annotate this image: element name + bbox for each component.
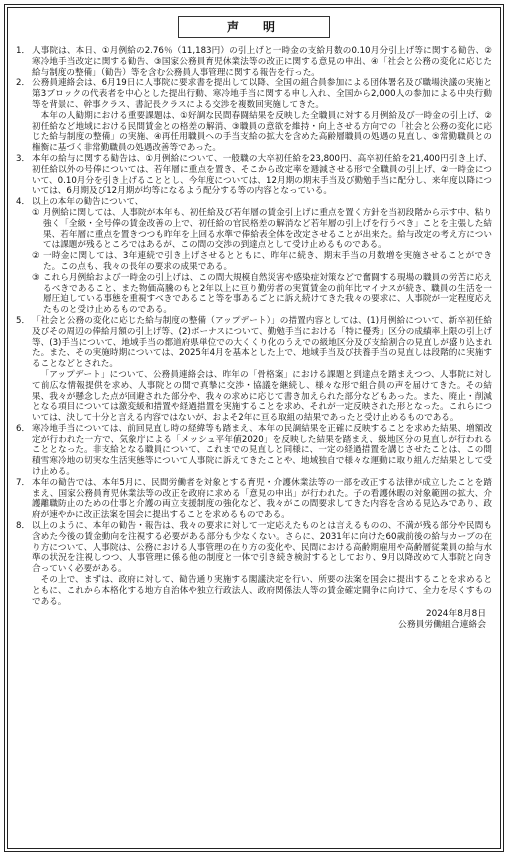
section-text: 以上のように、本年の勧告・報告は、我々の要求に対して一定応えたものとは言えるものの、不満が残る部分や民間も含めた今後の賃金動向を注視する必要がある部分も少なくない。さらに、2031年に向けた60歳前後の給与カーブの在り方について、人事院は、公務における人事管理の在り方の変化や、民間における高齢期雇用や高齢層従業員の給与水準の状況を注視しつつ、人事管理に係る他の制度と一体で引き続き検討するとしており、9月以降改めて人事院と向き合っていく必要がある。 (32, 521, 492, 575)
section-4-item-2 (32, 251, 492, 273)
section-text: 公務員連絡会は、6月19日に人事院に要求書を提出して以降、全国の組合員参加による団体署名及び職場決議の実施と第3ブロックの代表者を中心とした提出行動、寒冷地手当に関する申し入れ、全国から2,000人の参加による中央行動等を背景に、幹事クラス、書記長クラスによる交渉を複数回実施してきた。 (32, 78, 492, 110)
signature-block (16, 609, 492, 631)
statement-title: 声 明 (178, 16, 330, 38)
section-5-paragraph: 「アップデート」について、公務員連絡会は、昨年の「骨格案」における課題と到達点を踏まえつつ、人事院に対して前広な情報提供を求め、人事院との間で真摯に交渉・協議を継続し、様々な形で組合員の声を届けてきた。その結果、我々が懸念した点が回避された部分や、我々の求めに応じて書き加えられた部分などもあった。また、廃止・削減となる項目については激変緩和措置や経過措置を実施することを求め、それが一定反映された形となった。これらについては、決して十分と言える内容ではないが、およそ2年に亘る取組の結果であったと受け止めるものである。 (32, 369, 492, 424)
item-marker: ② (32, 251, 40, 262)
section-4 (16, 197, 492, 208)
section-5 (16, 316, 492, 370)
section-3 (16, 154, 492, 197)
section-text: 本年の勧告では、本年5月に、民間労働者を対象とする育児・介護休業法等の一部を改正する法律が成立したことを踏まえ、国家公務員育児休業法等の改正を政府に求める「意見の申出」が行われた。子の看護休暇の対象範囲の拡大、介護離職防止のための仕事と介護の両立支援制度の強化など、我々がこの間要求してきた内容を含める見込みであり、政府が速やかに改正法案を国会に提出することを求めるものである。 (32, 477, 492, 521)
section-6 (16, 424, 492, 478)
section-8 (16, 521, 492, 575)
section-text: 以上の本年の勧告について、 (32, 197, 144, 208)
section-number: 3． (16, 153, 31, 164)
section-2 (16, 78, 492, 110)
section-number: 1． (16, 46, 31, 56)
section-text: 人事院は、本日、①月例給の2.76％（11,183円）の引上げと一時金の支給月数の0.10月分引上げ等に関する勧告、②寒冷地手当改定に関する勧告、③国家公務員育児休業法等の改正に関する意見の申出、④「社会と公務の変化に応じた給与制度の整備」（勧告）等を含む公務員人事管理に関する報告を行った。 (32, 46, 492, 78)
signature-date: 2024年8月8日 (426, 609, 486, 620)
section-text: 「社会と公務の変化に応じた給与制度の整備（アップデート）」の措置内容としては、(1)月例給について、新卒初任給及びその周辺の俸給月額の引上げ等、(2)ボーナスについて、勤勉手当における「特に優秀」区分の成績率上限の引上げ等、(3)手当について、地域手当の都道府県単位での大くくり化のうえでの級地区分及び支給割合の見直しが盛り込まれた。また、その実施時期については、2025年4月を基本とした上で、地域手当及び扶養手当の見直しは段階的に実施することなどとされた。 (32, 315, 492, 370)
statement-inner-border (7, 7, 501, 849)
statement-body (16, 46, 492, 607)
item-text: 月例給に関しては、人事院が本年も、初任給及び若年層の賃金引上げに重点を置く方針を当初段階から示す中、粘り強く「全級・全号俸の賃金改善の上で、初任給の官民格差の解消など若年層の引上げを行うべき」ことを主張した結果、若年層に重点を置きつつも昨年を上回る水準で俸給表全体を改定させることが出来た。給与改定の考え方については課題が残るところではあるが、この間の交渉の到達点として受け止めるものである。 (43, 207, 492, 251)
section-number: 7． (16, 477, 31, 488)
section-number: 4． (16, 197, 31, 208)
signature-organization: 公務員労働組合連絡会 (398, 620, 486, 631)
statement-outer-border (4, 4, 504, 852)
section-text: 寒冷地手当については、前回見直し時の経緯等も踏まえ、本年の民調結果を正確に反映することを求めた結果、増額改定が行われた一方で、気象庁による「メッシュ平年値2020」を反映した結果を踏まえ、級地区分の見直しが行われることとなった。非支給となる職員について、これまでの見直しと同様に、一定の経過措置を講じさせたことは、この間積雪寒冷地の切実な生活実態等について人事院に訴えてきたことや、地域独自で様々な運動に取り組んだ結果として受け止める。 (32, 423, 492, 478)
item-marker: ③ (32, 272, 40, 283)
section-7 (16, 478, 492, 521)
item-marker: ① (32, 207, 40, 218)
section-2-paragraph: 本年の人勧期における重要課題は、①好調な民間春闘結果を反映した全職員に対する月例給及び一時金の引上げ、②初任給など地域における民間賃金との格差の解消、③職員の意欲を維持・向上させる方向での「社会と公務の変化に応じた給与制度の整備」の実施、④再任用職員への手当支給の拡大を含めた高齢層職員の処遇の見直し、⑤常勤職員との権衡に基づく非常勤職員の処遇改善等であった。 (32, 110, 492, 154)
section-number: 8． (16, 521, 31, 532)
section-4-item-1 (32, 208, 492, 251)
section-text: 本年の給与に関する勧告は、①月例給について、一般職の大卒初任給を23,800円、高卒初任給を21,400円引き上げ、初任給以外の号俸については、若年層に重点を置き、そこから改定率を逓減させる形で全職員の引上げ、②一時金について、0.10月分を引き上げることとし、今年度については、12月期の期末手当及び勤勉手当に配分し、来年度以降については、6月期及び12月期が均等になるよう配分する等の内容となっている。 (32, 153, 492, 197)
item-text: 一時金に関しては、3年連続で引き上げさせるとともに、昨年に続き、期末手当の月数増を実施させることができた。この点も、我々の長年の要求の成果である。 (43, 251, 492, 272)
section-number: 6． (16, 423, 31, 434)
item-text: これら月例給および一時金の引上げは、この間大規模自然災害や感染症対策などで奮闘する現場の職員の労苦に応えるべきであること、また物価高騰のもと2年以上に亘り勤労者の実質賃金の前年比マイナスが続き、職員の生活を一層圧迫している事態を重視すべきであること等を事あるごとに訴え続けてきた我々の要求に、人事院が一定程度応えたものと受け止めるものである。 (43, 272, 492, 316)
section-number: 5． (16, 315, 31, 326)
section-8-paragraph: その上で、まずは、政府に対して、勧告通り実施する閣議決定を行い、所要の法案を国会に提出することを求めるとともに、これから本格化する地方自治体や独立行政法人、政府関係法人等の賃金確定闘争に向けて、全力を尽くすものである。 (32, 575, 492, 607)
section-number: 2． (16, 78, 31, 89)
section-4-item-3 (32, 273, 492, 316)
section-1 (16, 46, 492, 78)
